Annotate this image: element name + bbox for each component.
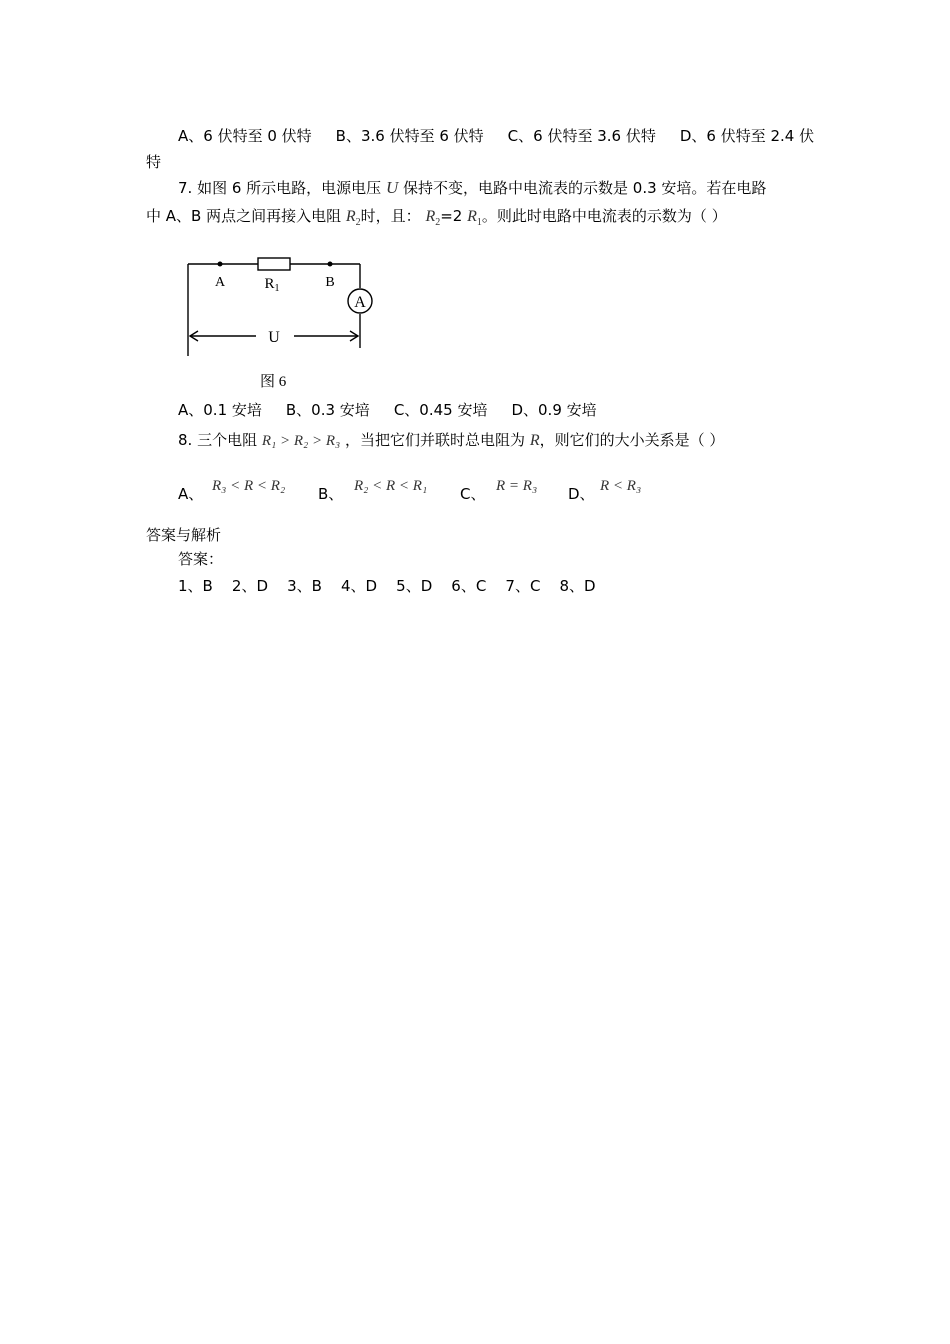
q6-option-a: A、6 伏特至 0 伏特 [178, 127, 312, 145]
voltage-label: U [268, 329, 280, 346]
q7-options-row [178, 400, 597, 420]
q8-option-c-label: C、 [460, 485, 486, 503]
q8-option-a-expr: R₃ < R < R₂ [212, 478, 286, 494]
resistor-r1 [258, 258, 290, 270]
resistor-r1-label: $R_1$ [264, 276, 280, 294]
ammeter-label: A [354, 294, 366, 311]
node-a-dot [218, 262, 223, 267]
q8-relation: R₁ > R₂ > R₃ [261, 433, 341, 449]
q8-option-d-expr: R < R₃ [600, 478, 642, 494]
figure-caption: 图 6 [260, 374, 287, 390]
q7-option-a: A、0.1 安培 [178, 401, 262, 419]
q6-options-row [178, 126, 814, 146]
q7-line-2 [146, 206, 727, 233]
q7-option-b: B、0.3 安培 [285, 401, 370, 419]
q7-text-1: 7. 如图 6 所示电路，电源电压 [178, 179, 382, 197]
q8-option-a-label: A、 [178, 485, 204, 503]
q8-line-1 [178, 430, 724, 451]
q7-var-r2-b: $R_2$ [425, 208, 441, 229]
q8-option-b-expr: R₂ < R < R₁ [354, 478, 428, 494]
q7-line-1 [178, 178, 766, 198]
q7-text-3: 中 A、B 两点之间再接入电阻 [146, 207, 342, 225]
q6-option-c: C、6 伏特至 3.6 伏特 [507, 127, 656, 145]
q8-option-d-label: D、 [568, 485, 595, 503]
q7-text-2: 保持不变，电路中电流表的示数是 0.3 安培。若在电路 [403, 179, 767, 197]
node-a-label: A [214, 275, 226, 290]
q7-var-u: U [385, 178, 399, 197]
q8-text-2: ，当把它们并联时总电阻为 [345, 431, 526, 449]
q7-option-d: D、0.9 安培 [511, 401, 597, 419]
q8-option-c-expr: R = R₃ [496, 478, 538, 494]
node-b-dot [328, 262, 333, 267]
q6-option-d: D、6 伏特至 2.4 伏 [679, 127, 815, 145]
answers-heading: 答案与解析 [146, 528, 222, 544]
q7-text-4: 时，且： [360, 207, 421, 225]
q8-text-3: ，则它们的大小关系是（ ） [539, 431, 725, 449]
answers-list: 1、B 2、D 3、B 4、D 5、D 6、C 7、C 8、D [178, 577, 596, 595]
q6-option-b: B、3.6 伏特至 6 伏特 [335, 127, 484, 145]
answers-label: 答案： [178, 552, 224, 568]
q8-option-b-label: B、 [318, 485, 344, 503]
q7-eq: =2 [440, 207, 463, 225]
q7-var-r2-a: $R_2$ [345, 208, 361, 229]
node-b-label: B [325, 275, 335, 290]
q7-text-5: 。则此时电路中电流表的示数为（ ） [481, 207, 727, 225]
q7-option-c: C、0.45 安培 [393, 401, 488, 419]
q6-option-d-wrap: 特 [146, 153, 162, 171]
circuit-diagram-figure-6 [178, 250, 378, 365]
q8-var-r: R [529, 432, 540, 449]
q7-var-r1: $R_1$ [467, 208, 482, 229]
q8-text-1: 8. 三个电阻 [178, 431, 258, 449]
